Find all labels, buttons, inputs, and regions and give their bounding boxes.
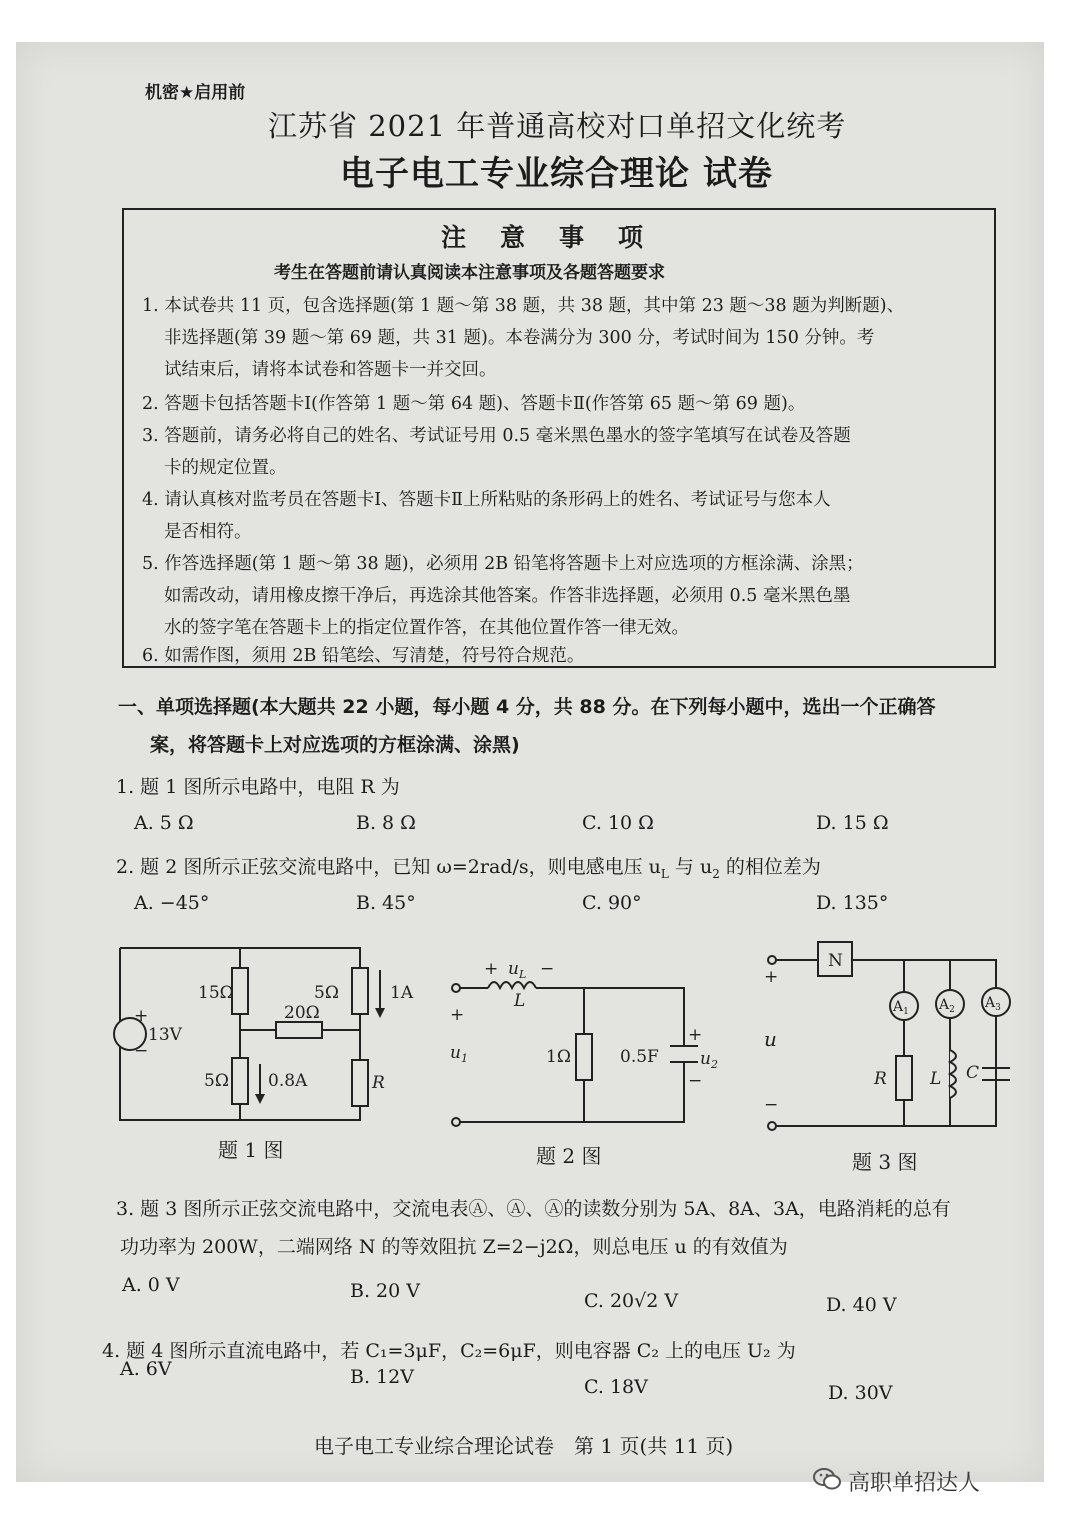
- question-3-stem-cont: 功功率为 200W，二端网络 N 的等效阻抗 Z=2−j2Ω，则总电压 u 的有效值为: [120, 1236, 788, 1258]
- exam-title: 江苏省 2021 年普通高校对口单招文化统考: [268, 109, 847, 143]
- fig3-L: L: [930, 1069, 942, 1089]
- notice-line: 试结束后，请将本试卷和答题卡一并交回。: [164, 360, 497, 380]
- wechat-icon: [812, 1466, 842, 1492]
- notice-intro: 考生在答题前请认真阅读本注意事项及各题答题要求: [274, 263, 665, 283]
- fig1-i2: 0.8A: [268, 1071, 308, 1091]
- fig2-u2: $u_2$: [700, 1049, 718, 1071]
- q4-option-a: A. 6V: [120, 1358, 172, 1380]
- figure-2-caption: 题 2 图: [536, 1144, 602, 1168]
- fig2-u1: $u_1$: [450, 1043, 468, 1065]
- q1-option-b: B. 8 Ω: [356, 812, 416, 834]
- notice-line: 6. 如需作图，须用 2B 铅笔绘、写清楚，符号符合规范。: [142, 646, 585, 666]
- q3-option-a: A. 0 V: [122, 1274, 180, 1296]
- question-1-stem: 1. 题 1 图所示电路中，电阻 R 为: [116, 776, 400, 798]
- fig2-u2-plus: +: [688, 1025, 703, 1045]
- notice-line: 4. 请认真核对监考员在答题卡Ⅰ、答题卡Ⅱ上所粘贴的条形码上的姓名、考试证号与您本人: [142, 490, 831, 510]
- q3-option-d: D. 40 V: [826, 1294, 897, 1316]
- q2-option-d: D. 135°: [816, 892, 889, 914]
- notice-line: 非选择题(第 39 题～第 69 题，共 31 题)。本卷满分为 300 分，考试时间为 150 分钟。考: [164, 328, 875, 348]
- fig3-N: N: [828, 951, 843, 971]
- q2-option-c: C. 90°: [582, 892, 642, 914]
- watermark-text: 高职单招达人: [848, 1471, 981, 1496]
- fig3-a3: $A_3$: [985, 995, 1001, 1013]
- fig1-r2: 20Ω: [284, 1003, 320, 1023]
- fig3-plus: +: [764, 967, 779, 987]
- page-footer: 电子电工专业综合理论试卷 第 1 页(共 11 页): [314, 1434, 734, 1458]
- question-3-stem: 3. 题 3 图所示正弦交流电路中，交流电表Ⓐ、Ⓐ、Ⓐ的读数分别为 5A、8A、3A，电路消耗的总有: [116, 1198, 951, 1220]
- fig1-plus: +: [134, 1006, 149, 1026]
- question-4-stem: 4. 题 4 图所示直流电路中，若 C₁=3μF，C₂=6μF，则电容器 C₂ 上的电压 U₂ 为: [102, 1340, 796, 1362]
- fig2-L: L: [514, 991, 526, 1011]
- q1-option-a: A. 5 Ω: [134, 812, 194, 834]
- figure-2-circuit: [452, 982, 698, 1126]
- fig3-u: u: [764, 1027, 777, 1051]
- notice-line: 5. 作答选择题(第 1 题～第 38 题)，必须用 2B 铅笔将答题卡上对应选项的方框涂满、涂黑；: [142, 554, 864, 574]
- notice-line: 3. 答题前，请务必将自己的姓名、考试证号用 0.5 毫米黑色墨水的签字笔填写在试卷及答题: [142, 426, 851, 446]
- fig2-plus: +: [484, 959, 499, 979]
- q4-option-b: B. 12V: [350, 1366, 414, 1388]
- figure-1-caption: 题 1 图: [218, 1138, 284, 1162]
- fig2-c: 0.5F: [620, 1047, 659, 1067]
- notice-line: 2. 答题卡包括答题卡Ⅰ(作答第 1 题～第 64 题)、答题卡Ⅱ(作答第 65 题～第 69 题)。: [142, 394, 806, 414]
- fig2-minus: −: [540, 959, 555, 979]
- notice-line: 如需改动，请用橡皮擦干净后，再选涂其他答案。作答非选择题，必须用 0.5 毫米黑色墨: [164, 586, 851, 606]
- fig1-r1: 15Ω: [198, 983, 234, 1003]
- fig2-r: 1Ω: [546, 1047, 571, 1067]
- fig3-R: R: [874, 1069, 887, 1089]
- section-heading-cont: 案，将答题卡上对应选项的方框涂满、涂黑): [150, 734, 520, 756]
- fig3-C: C: [966, 1063, 980, 1083]
- fig1-source: 13V: [148, 1025, 182, 1045]
- q2-option-a: A. −45°: [134, 892, 210, 914]
- section-heading: 一、单项选择题(本大题共 22 小题，每小题 4 分，共 88 分。在下列每小题中，选出一个正确答: [118, 696, 936, 718]
- question-2-stem: 2. 题 2 图所示正弦交流电路中，已知 ω=2rad/s，则电感电压 $u_L$ 与 $u_2$ 的相位差为: [116, 856, 821, 881]
- q4-option-c: C. 18V: [584, 1376, 648, 1398]
- notice-title: 注意事项: [440, 223, 677, 252]
- fig1-minus: −: [134, 1041, 149, 1061]
- fig1-r4: 5Ω: [204, 1071, 229, 1091]
- fig3-a1: $A_1$: [893, 999, 909, 1017]
- notice-line: 1. 本试卷共 11 页，包含选择题(第 1 题～第 38 题，共 38 题，其中第 23 题～38 题为判断题)、: [142, 296, 905, 316]
- q1-option-d: D. 15 Ω: [816, 812, 889, 834]
- confidential-label: 机密★启用前: [145, 83, 246, 103]
- notice-line: 是否相符。: [164, 522, 252, 542]
- fig2-u1-plus: +: [450, 1005, 465, 1025]
- fig1-r5: R: [372, 1073, 385, 1093]
- q3-option-b: B. 20 V: [350, 1280, 420, 1302]
- fig3-minus: −: [764, 1095, 779, 1115]
- notice-line: 水的签字笔在答题卡上的指定位置作答，在其他位置作答一律无效。: [164, 618, 689, 638]
- figure-3-caption: 题 3 图: [852, 1150, 918, 1174]
- fig2-u2-minus: −: [688, 1071, 703, 1091]
- figure-3-circuit: [768, 942, 1010, 1130]
- q1-option-c: C. 10 Ω: [582, 812, 654, 834]
- notice-line: 卡的规定位置。: [164, 458, 287, 478]
- fig1-r3: 5Ω: [314, 983, 339, 1003]
- q3-option-c: C. 20√2 V: [584, 1290, 679, 1312]
- fig2-uL: $u_L$: [508, 959, 527, 981]
- exam-subtitle: 电子电工专业综合理论 试卷: [340, 154, 773, 194]
- fig3-a2: $A_2$: [939, 997, 955, 1015]
- q4-option-d: D. 30V: [828, 1382, 893, 1404]
- q2-option-b: B. 45°: [356, 892, 416, 914]
- fig1-i1: 1A: [390, 983, 414, 1003]
